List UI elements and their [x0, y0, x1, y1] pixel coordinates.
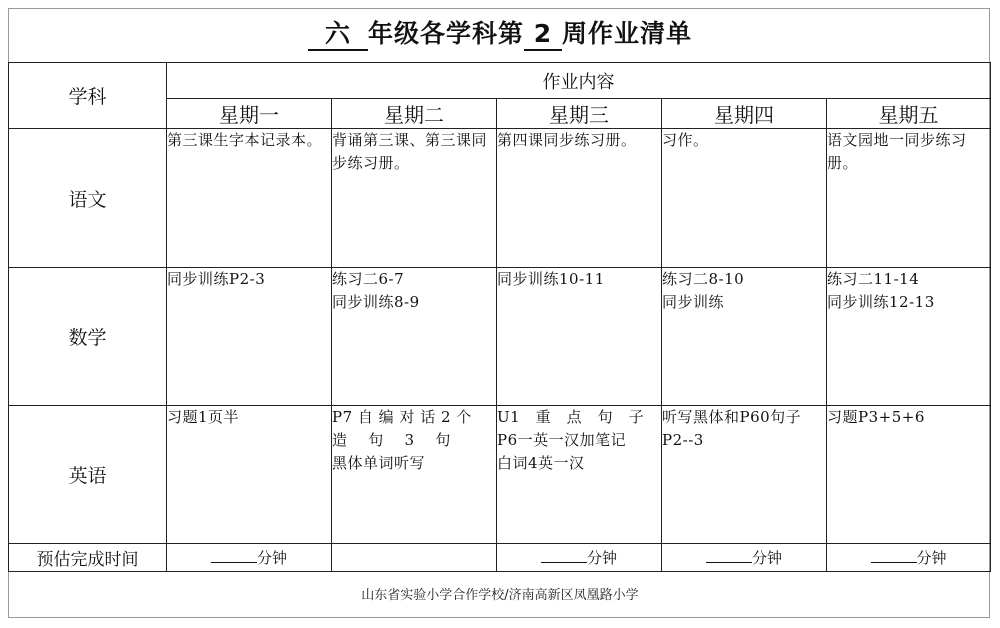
task-cell: 练习二8-10 同步训练	[662, 268, 827, 406]
day-header-fri: 星期五	[827, 99, 991, 129]
day-header-tue: 星期二	[332, 99, 497, 129]
time-blank[interactable]	[211, 548, 257, 563]
subject-english: 英语	[9, 406, 167, 544]
title-end: 周作业清单	[562, 19, 693, 48]
day-header-wed: 星期三	[497, 99, 662, 129]
time-cell-mon: 分钟	[167, 544, 332, 572]
day-header-thu: 星期四	[662, 99, 827, 129]
table-row	[9, 129, 991, 268]
subject-chinese: 语文	[9, 129, 167, 268]
time-blank[interactable]	[706, 548, 752, 563]
table-row	[9, 406, 991, 544]
school-footer: 山东省实验小学合作学校/济南高新区凤凰路小学	[361, 588, 639, 603]
task-cell: 习作。	[662, 129, 827, 268]
time-label: 预估完成时间	[9, 544, 167, 572]
day-header-mon: 星期一	[167, 99, 332, 129]
time-cell-thu: 分钟	[662, 544, 827, 572]
task-cell: 同步训练P2-3	[167, 268, 332, 406]
subject-header: 学科	[9, 63, 167, 129]
table-row	[9, 268, 991, 406]
subject-math: 数学	[9, 268, 167, 406]
content-header: 作业内容	[167, 63, 991, 99]
homework-table	[8, 62, 991, 572]
task-cell: 第四课同步练习册。	[497, 129, 662, 268]
time-blank[interactable]	[541, 548, 587, 563]
task-cell: P7 自 编 对 话 2 个 造 句 3 句 黑体单词听写	[332, 406, 497, 544]
task-cell: 第三课生字本记录本。	[167, 129, 332, 268]
grade-blank: 六	[308, 19, 368, 51]
time-blank[interactable]	[871, 548, 917, 563]
time-cell-tue	[332, 544, 497, 572]
task-cell: 语文园地一同步练习册。	[827, 129, 991, 268]
task-cell: 听写黑体和P60句子 P2--3	[662, 406, 827, 544]
task-cell: 背诵第三课、第三课同步练习册。	[332, 129, 497, 268]
task-cell: U1 重 点 句 子 P6一英一汉加笔记 白词4英一汉	[497, 406, 662, 544]
task-cell: 习题P3+5+6	[827, 406, 991, 544]
time-cell-fri: 分钟	[827, 544, 991, 572]
time-cell-wed: 分钟	[497, 544, 662, 572]
task-cell: 习题1页半	[167, 406, 332, 544]
page-title	[0, 14, 1000, 51]
task-cell: 练习二6-7 同步训练8-9	[332, 268, 497, 406]
week-blank: 2	[524, 19, 562, 51]
table-row	[9, 544, 991, 572]
task-cell: 同步训练10-11	[497, 268, 662, 406]
task-cell: 练习二11-14 同步训练12-13	[827, 268, 991, 406]
title-middle: 年级各学科第	[367, 19, 524, 48]
